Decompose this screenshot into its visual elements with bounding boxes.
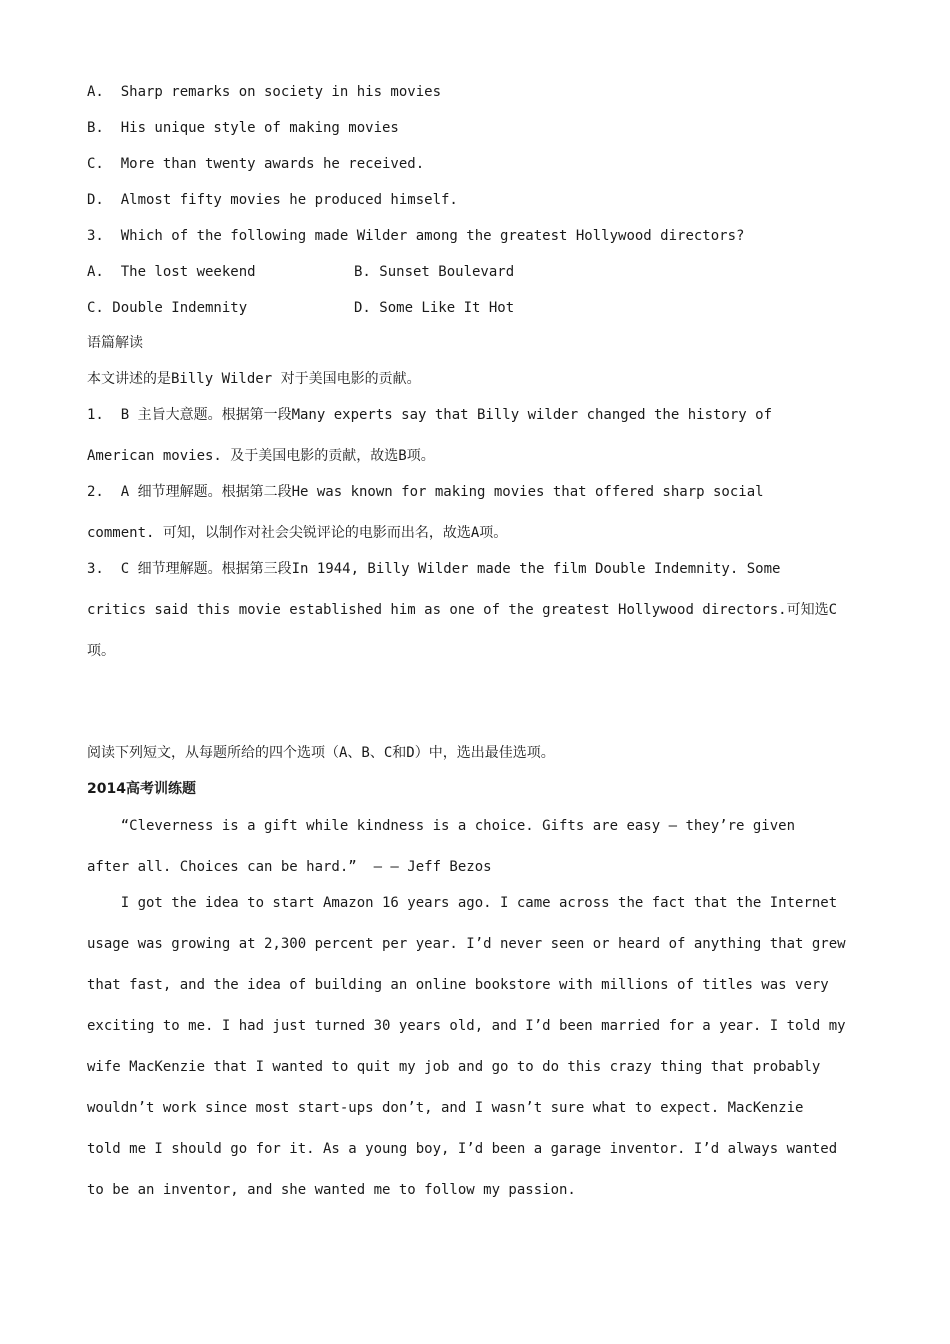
answer-2-line-1: 2. A 细节理解题。根据第二段He was known for making movies that offered sharp social [87, 484, 764, 500]
answer-1-line-1: 1. B 主旨大意题。根据第一段Many experts say that Billy wilder changed the history of [87, 407, 773, 423]
q3-stem: 3. Which of the following made Wilder among the greatest Hollywood directors? [87, 228, 745, 244]
quote-line-2: after all. Choices can be hard.” – – Jeff Bezos [87, 859, 492, 875]
passage-line: I got the idea to start Amazon 16 years ago. I came across the fact that the Internet [87, 895, 838, 911]
passage-line: usage was growing at 2,300 percent per year. I’d never seen or heard of anything that grew [87, 936, 846, 952]
section-title: 2014高考训练题 [87, 781, 196, 797]
passage-line: told me I should go for it. As a young boy, I’d been a garage inventor. I’d always wanted [87, 1141, 838, 1157]
answer-3-line-1: 3. C 细节理解题。根据第三段In 1944, Billy Wilder made the film Double Indemnity. Some [87, 561, 781, 577]
passage-line: wouldn’t work since most start-ups don’t, and I wasn’t sure what to expect. MacKenzie [87, 1100, 804, 1116]
answer-3-line-2: critics said this movie established him as one of the greatest Hollywood directors.可知选C [87, 602, 838, 618]
answer-3-line-3: 项。 [87, 643, 115, 659]
q3-option-a: A. The lost weekend [87, 264, 256, 280]
q2-option-a: A. Sharp remarks on society in his movies [87, 84, 442, 100]
analysis-heading: 语篇解读 [87, 335, 143, 351]
passage-last-line: to be an inventor, and she wanted me to follow my passion. [87, 1182, 576, 1198]
q3-option-c: C. Double Indemnity [87, 300, 248, 316]
instruction-text: 阅读下列短文，从每题所给的四个选项（A、B、C和D）中，选出最佳选项。 [87, 745, 555, 761]
answer-1-line-2: American movies. 及于美国电影的贡献，故选B项。 [87, 448, 435, 464]
passage-line: exciting to me. I had just turned 30 years old, and I’d been married for a year. I told my [87, 1018, 846, 1034]
q2-option-d: D. Almost fifty movies he produced himself. [87, 192, 458, 208]
q2-option-b: B. His unique style of making movies [87, 120, 399, 136]
q3-option-d: D. Some Like It Hot [354, 300, 515, 316]
quote-line-1: “Cleverness is a gift while kindness is a choice. Gifts are easy – they’re given [87, 818, 796, 834]
q2-option-c: C. More than twenty awards he received. [87, 156, 425, 172]
answer-2-line-2: comment. 可知，以制作对社会尖锐评论的电影而出名，故选A项。 [87, 525, 508, 541]
passage-line: that fast, and the idea of building an online bookstore with millions of titles was very [87, 977, 829, 993]
q3-option-b: B. Sunset Boulevard [354, 264, 515, 280]
analysis-summary: 本文讲述的是Billy Wilder 对于美国电影的贡献。 [87, 371, 421, 387]
passage-line: wife MacKenzie that I wanted to quit my job and go to do this crazy thing that probably [87, 1059, 821, 1075]
